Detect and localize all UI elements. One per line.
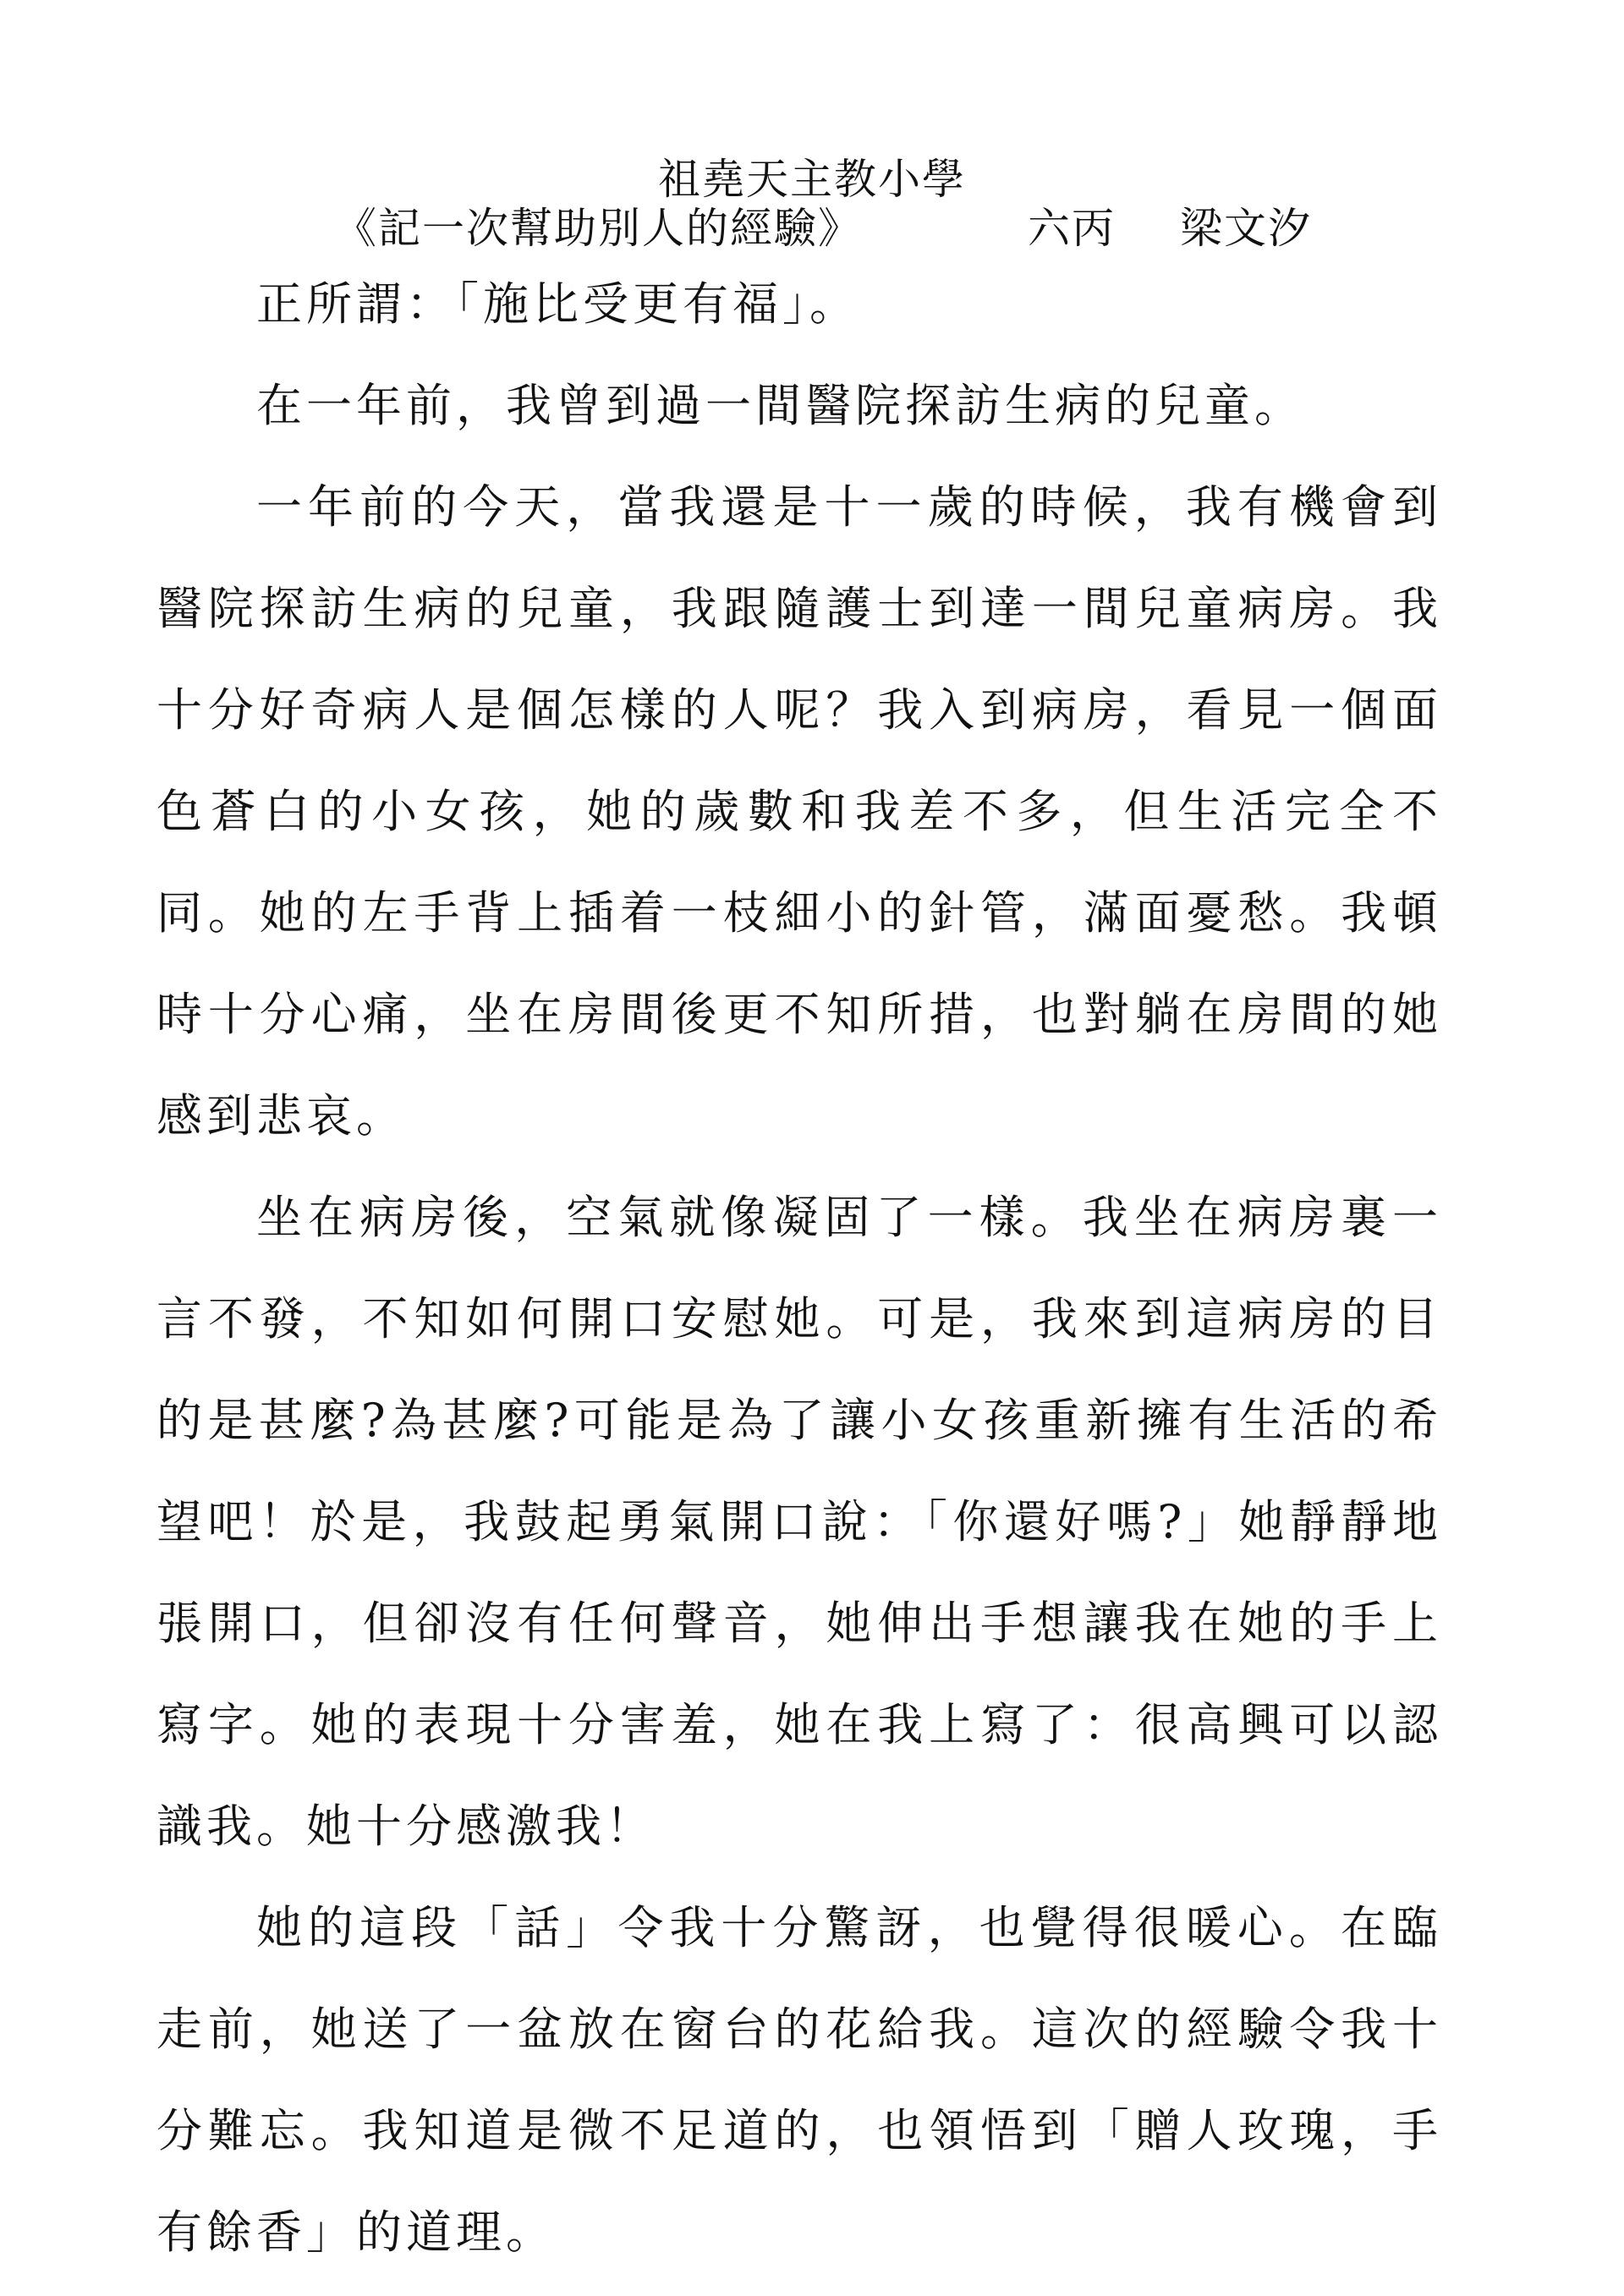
essay-title: 《記一次幫助別人的經驗》 — [334, 204, 862, 253]
school-name: 祖堯天主教小學 — [658, 155, 966, 204]
paragraph-1: 正所謂：「施比受更有福」。 — [256, 277, 859, 331]
paragraph-5: 她的這段「話」令我十分驚訝，也覺得很暖心。在臨走前，她送了一盆放在窗台的花給我。這次的經驗令我十分難忘。我知道是微不足道的，也領悟到「贈人玫瑰，手有餘香」的道理。 — [156, 1901, 1442, 2259]
essay-title-row — [334, 203, 1312, 254]
author-class: 六丙 — [1028, 204, 1116, 253]
paragraph-2: 在一年前，我曾到過一間醫院探訪生病的兒童。 — [256, 379, 1304, 432]
author-name: 梁文汐 — [1180, 204, 1312, 253]
paragraph-3: 一年前的今天，當我還是十一歲的時候，我有機會到醫院探訪生病的兒童，我跟隨護士到達一間兒童病房。我十分好奇病人是個怎樣的人呢？我入到病房，看見一個面色蒼白的小女孩，她的歲數和我差不多，但生活完全不同。她的左手背上插着一枝細小的針管，滿面憂愁。我頓時十分心痛，坐在房間後更不知所措，也對躺在房間的她感到悲哀。 — [156, 480, 1442, 1143]
paragraph-4: 坐在病房後，空氣就像凝固了一樣。我坐在病房裏一言不發，不知如何開口安慰她。可是，我來到這病房的目的是甚麼?為甚麼?可能是為了讓小女孩重新擁有生活的希望吧！於是，我鼓起勇氣開口說：「你還好嗎?」她靜靜地張開口，但卻沒有任何聲音，她伸出手想讓我在她的手上寫字。她的表現十分害羞，她在我上寫了：很高興可以認識我。她十分感激我！ — [156, 1191, 1442, 1853]
essay-body — [156, 254, 1442, 2283]
